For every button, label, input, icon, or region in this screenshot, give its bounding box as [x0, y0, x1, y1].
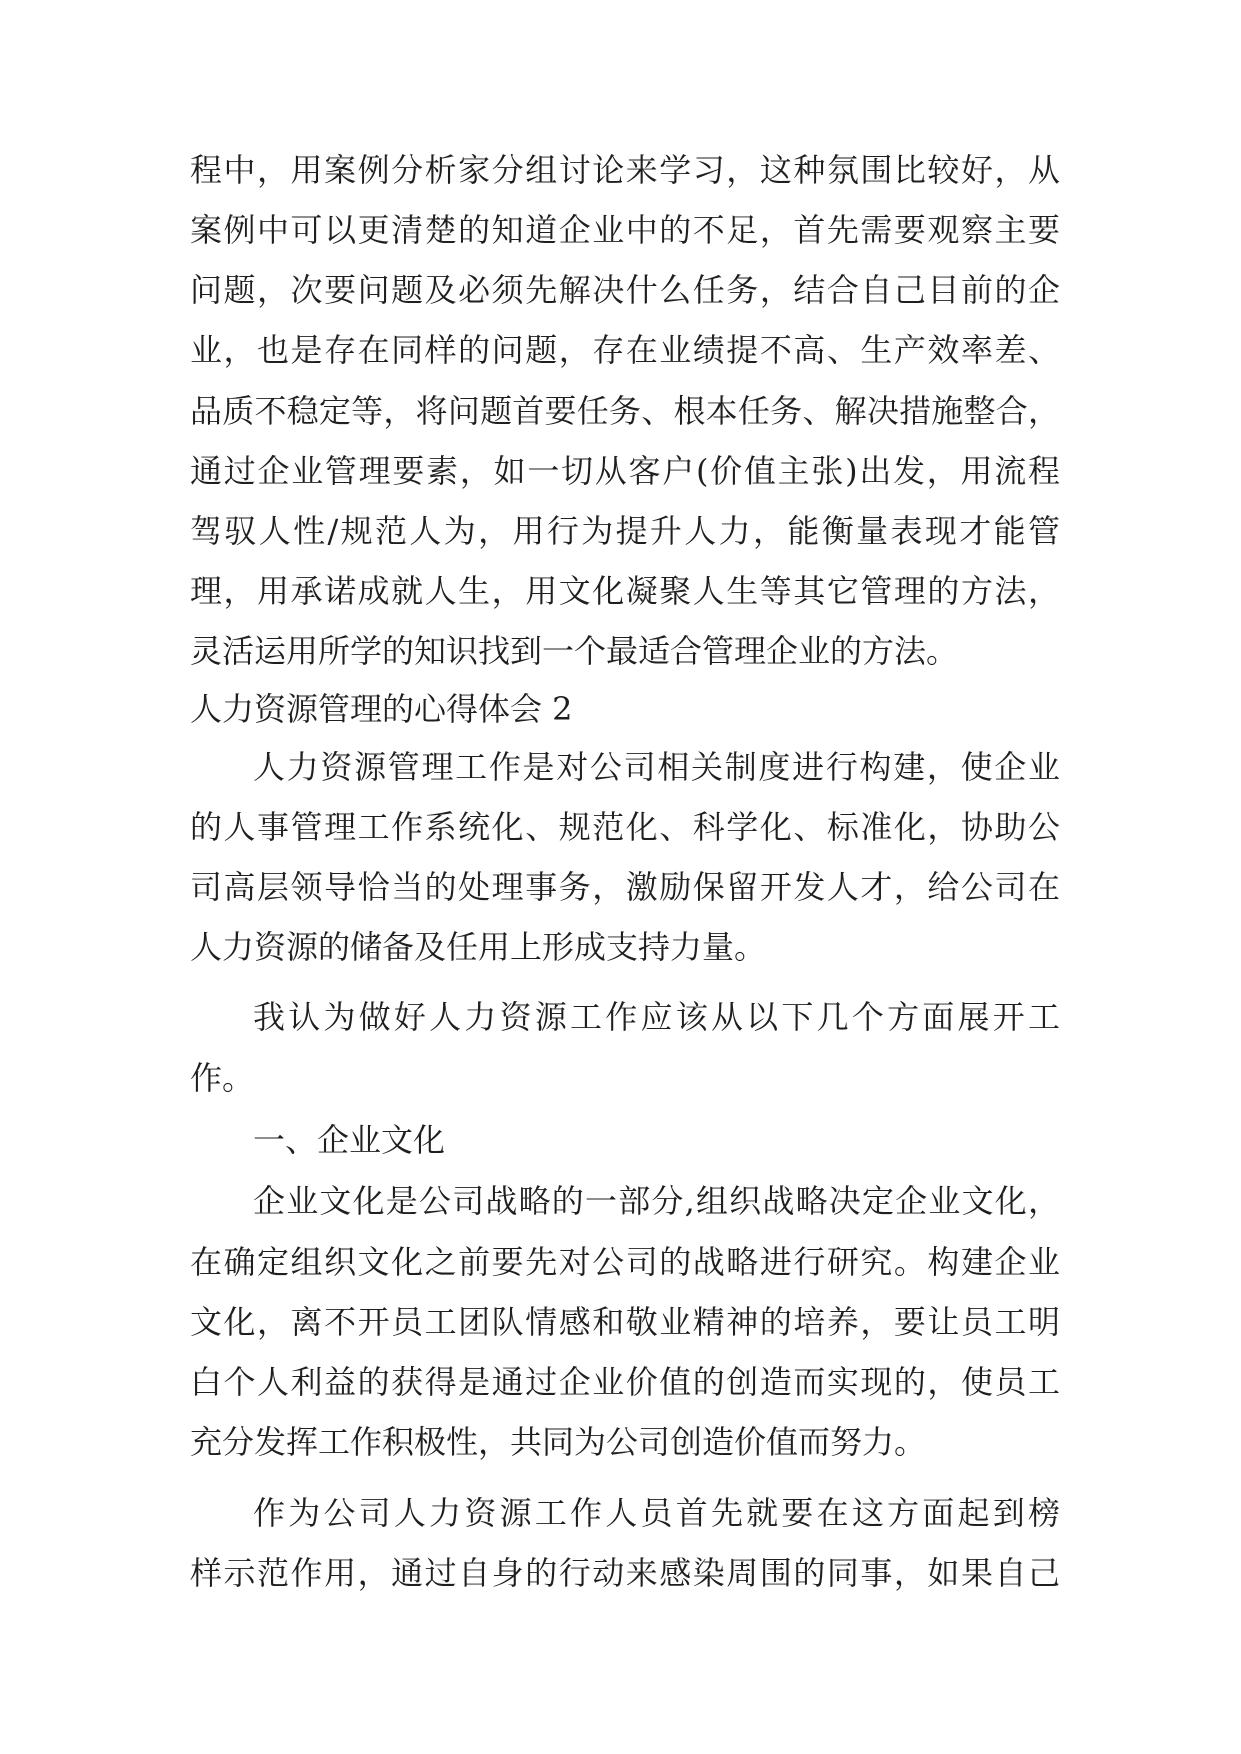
text-line: 企业文化是公司战略的一部分,组织战略决定企业文化，	[253, 1182, 1060, 1220]
subheading: 一、企业文化	[253, 1121, 446, 1159]
text-line: 人力资源管理工作是对公司相关制度进行构建，使企业	[253, 748, 1060, 786]
text-line: 驾驭人性/规范人为，用行为提升人力，能衡量表现才能管	[190, 512, 1060, 550]
text-line: 充分发挥工作积极性，共同为公司创造价值而努力。	[190, 1423, 927, 1461]
text-line: 通过企业管理要素，如一切从客户(价值主张)出发，用流程	[190, 452, 1060, 490]
text-line: 作。	[190, 1059, 255, 1097]
text-line: 我认为做好人力资源工作应该从以下几个方面展开工	[253, 998, 1060, 1036]
section-heading: 人力资源管理的心得体会 2	[190, 690, 573, 728]
text-line: 作为公司人力资源工作人员首先就要在这方面起到榜	[253, 1494, 1060, 1532]
text-line: 问题，次要问题及必须先解决什么任务，结合自己目前的企	[190, 271, 1060, 309]
text-line: 人力资源的储备及任用上形成支持力量。	[190, 928, 767, 966]
text-line: 在确定组织文化之前要先对公司的战略进行研究。构建企业	[190, 1243, 1060, 1281]
text-line: 业，也是存在同样的问题，存在业绩提不高、生产效率差、	[190, 331, 1060, 369]
text-line: 灵活运用所学的知识找到一个最适合管理企业的方法。	[190, 632, 959, 670]
text-line: 白个人利益的获得是通过企业价值的创造而实现的，使员工	[190, 1363, 1060, 1401]
text-line: 品质不稳定等，将问题首要任务、根本任务、解决措施整合，	[190, 392, 1060, 430]
text-line: 文化，离不开员工团队情感和敬业精神的培养，要让员工明	[190, 1303, 1060, 1341]
text-line: 样示范作用，通过自身的行动来感染周围的同事，如果自己	[190, 1554, 1060, 1592]
text-line: 司高层领导恰当的处理事务，激励保留开发人才，给公司在	[190, 868, 1060, 906]
text-line: 程中，用案例分析家分组讨论来学习，这种氛围比较好，从	[190, 151, 1060, 189]
text-line: 案例中可以更清楚的知道企业中的不足，首先需要观察主要	[190, 211, 1060, 249]
text-line: 的人事管理工作系统化、规范化、科学化、标准化，协助公	[190, 808, 1060, 846]
text-line: 理，用承诺成就人生，用文化凝聚人生等其它管理的方法，	[190, 572, 1060, 610]
